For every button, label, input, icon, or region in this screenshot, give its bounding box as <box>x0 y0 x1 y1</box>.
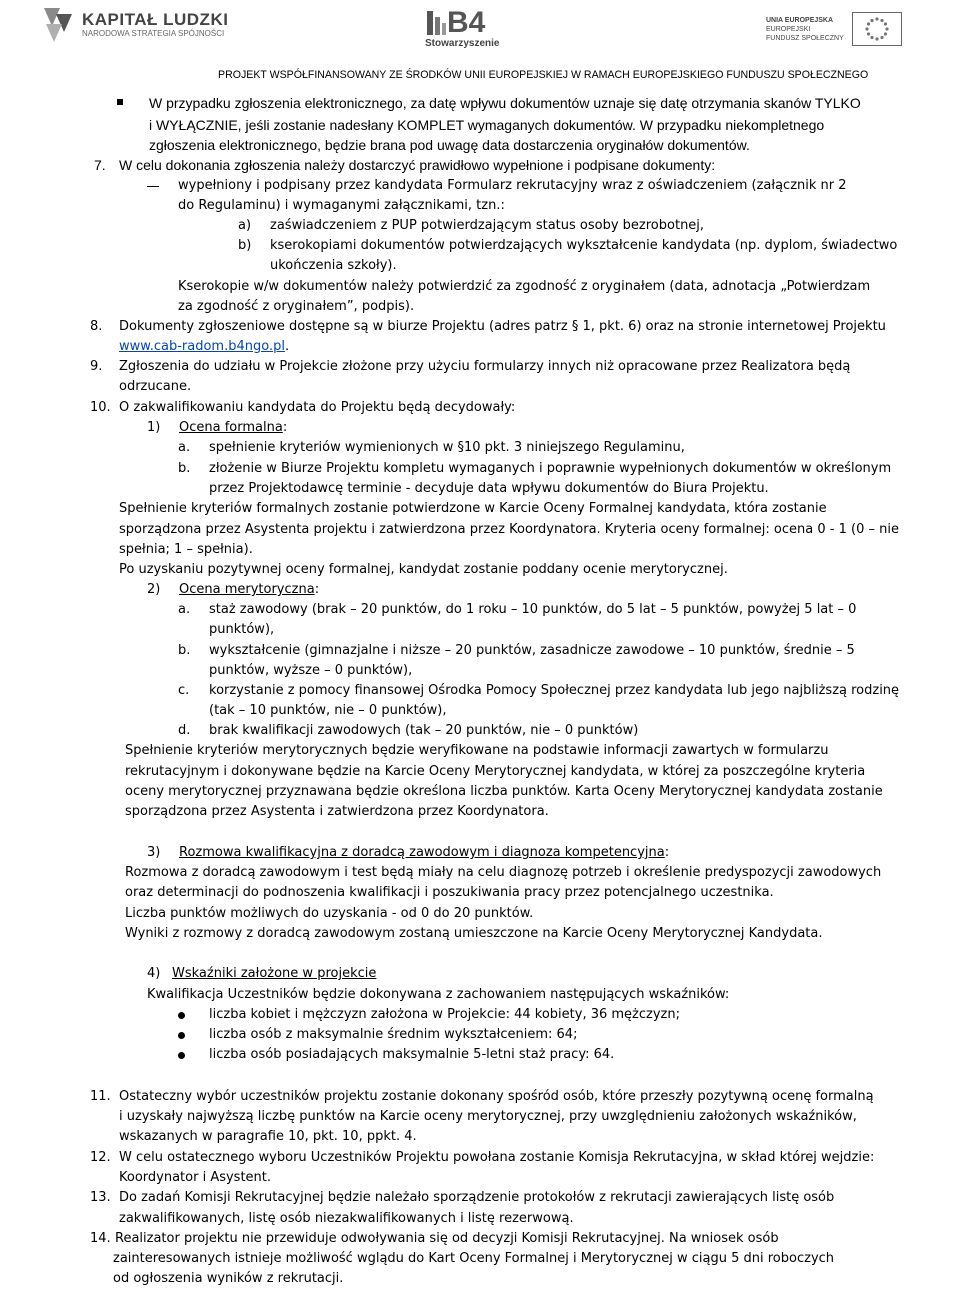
text-line: (tak – 10 punktów, nie – 0 punktów), <box>209 703 447 718</box>
text-line: Ostateczny wybór uczestników projektu zostanie dokonany spośród osób, które przeszły pozytywną ocenę formalną <box>119 1089 874 1104</box>
eu-flag-icon <box>852 12 902 46</box>
section-title: Rozmowa kwalifikacyjna z doradcą zawodowym i diagnoza kompetencyjna <box>179 845 665 860</box>
kapital-ludzki-logo <box>42 6 228 44</box>
text-line: wypełniony i podpisany przez kandydata Formularz rekrutacyjny wraz z oświadczeniem (załącznik nr 2 <box>178 178 847 193</box>
section-title: Wskaźniki założone w projekcie <box>172 966 377 981</box>
project-website-line <box>119 339 289 355</box>
project-cofinancing-line: PROJEKT WSPÓŁFINANSOWANY ZE ŚRODKÓW UNII EUROPEJSKIEJ W RAMACH EUROPEJSKIEGO FUNDUSZU SPOŁECZNEGO <box>218 69 869 81</box>
text-line: ukończenia szkoły). <box>270 258 397 273</box>
text-line: Koordynator i Asystent. <box>119 1170 272 1185</box>
item-number-10: 10. <box>90 400 111 415</box>
text-line: liczba kobiet i mężczyzn założona w Projekcie: 44 kobiety, 36 mężczyzn; <box>209 1007 680 1022</box>
kapital-ludzki-emblem-icon <box>42 6 74 44</box>
text-line: Kwalifikacja Uczestników będzie dokonywana z zachowaniem następujących wskaźników: <box>147 987 730 1002</box>
text-line: sporządzona przez Asystenta projektu i zatwierdzona przez Koordynatora. Kryteria oceny formalnej: ocena 0 - 1 (0 – nie <box>119 522 899 537</box>
text-line: wskazanych w paragrafie 10, pkt. 10, ppkt. 4. <box>119 1129 417 1144</box>
list-marker: 3) <box>147 845 161 860</box>
text-line: złożenie w Biurze Projektu kompletu wymaganych i poprawnie wypełnionych dokumentów w określonym <box>209 461 892 476</box>
text-line: Realizator projektu nie przewiduje odwoływania się od decyzji Komisji Rekrutacyjnej. Na wniosek osób <box>115 1231 779 1246</box>
text-line: oraz determinacji do podnoszenia kwalifikacji i poszukiwania pracy przez potencjalnego uczestnika. <box>125 885 774 900</box>
text-line: staż zawodowy (brak – 20 punktów, do 1 roku – 10 punktów, do 5 lat – 5 punktów, powyżej 5 lat – 0 <box>209 602 857 617</box>
section-heading <box>179 582 319 598</box>
list-marker: a. <box>178 602 191 617</box>
text-line: i uzyskały najwyższą liczbę punktów na Karcie oceny merytorycznej, przy uwzględnieniu założonych wskaźników, <box>119 1109 857 1124</box>
text-line: od ogłoszenia wyników z rekrutacji. <box>113 1271 344 1286</box>
text-line: punktów), <box>209 622 275 637</box>
list-marker: b. <box>178 461 191 476</box>
item-number-11: 11. <box>90 1089 111 1104</box>
text-line: spełnia; 1 – spełnia). <box>119 542 253 557</box>
eu-logo <box>766 12 902 46</box>
text-line: rekrutacyjnym i dokonywane będzie na Karcie Oceny Merytorycznej kandydata, w której za poszczególne kryteria <box>125 764 866 779</box>
list-marker: 2) <box>147 582 161 597</box>
list-marker: a) <box>238 218 252 233</box>
text-line: i WYŁĄCZNIE, jeśli zostanie nadesłany KOMPLET wymaganych dokumentów. W przypadku niekompletnego <box>149 117 825 133</box>
item-number-8: 8. <box>90 319 103 334</box>
item-number-7: 7. <box>94 157 106 173</box>
text-line: Kserokopie w/w dokumentów należy potwierdzić za zgodność z oryginałem (data, adnotacja „Potwierdzam <box>178 279 871 294</box>
section-title: Ocena merytoryczna <box>179 582 315 597</box>
list-marker: b) <box>238 238 252 253</box>
eu-line-1: UNIA EUROPEJSKA <box>766 16 834 24</box>
text-line: Zgłoszenia do udziału w Projekcie złożone przy użyciu formularzy innych niż opracowane przez Realizatora będą <box>119 359 851 374</box>
item-number-9: 9. <box>90 359 103 374</box>
text-line: W celu ostatecznego wyboru Uczestników Projektu powołana zostanie Komisja Rekrutacyjna, w skład której wejdzie: <box>119 1150 875 1165</box>
text-line: Liczba punktów możliwych do uzyskania - od 0 do 20 punktów. <box>125 906 534 921</box>
text-line: przez Projektodawcę terminie - decyduje data wpływu dokumentów do Biura Projektu. <box>209 481 769 496</box>
item-number-12: 12. <box>90 1150 111 1165</box>
text-line: O zakwalifikowaniu kandydata do Projektu będą decydowały: <box>119 400 516 415</box>
section-heading <box>179 420 287 436</box>
b4-subtitle: Stowarzyszenie <box>425 38 500 49</box>
text-line: zgłoszenia elektronicznego, będzie brana pod uwagę data dostarczenia oryginałów dokumentów. <box>149 137 750 153</box>
text-fragment: : <box>282 420 288 435</box>
eu-line-2: EUROPEJSKI <box>766 25 811 33</box>
text-line: korzystanie z pomocy finansowej Ośrodka Pomocy Społecznej przez kandydata lub jego najbliższą rodzinę <box>209 683 900 698</box>
text-line: zaświadczeniem z PUP potwierdzającym status osoby bezrobotnej, <box>270 218 705 233</box>
text-line: Dokumenty zgłoszeniowe dostępne są w biurze Projektu (adres patrz § 1, pkt. 6) oraz na stronie internetowej Projektu <box>119 319 886 334</box>
section-title: Ocena formalna <box>179 420 283 435</box>
page-header <box>0 0 960 82</box>
text-line: wykształcenie (gimnazjalne i niższe – 20 punktów, zasadnicze zawodowe – 10 punktów, średnie – 5 <box>209 643 855 658</box>
text-line: odrzucane. <box>119 379 192 394</box>
list-marker: a. <box>178 440 191 455</box>
text-line: Rozmowa z doradcą zawodowym i test będą miały na celu diagnozę potrzeb i określenie predyspozycji zawodowych <box>125 865 882 880</box>
item-number-13: 13. <box>90 1190 111 1205</box>
item-number-14: 14. <box>90 1231 111 1246</box>
dash-bullet-icon <box>147 186 159 187</box>
section-heading <box>179 845 669 861</box>
section-heading <box>172 966 376 982</box>
list-marker: 4) <box>147 966 161 981</box>
text-line: sporządzona przez Asystenta i zatwierdzona przez Koordynatora. <box>125 804 549 819</box>
text-line: Spełnienie kryteriów merytorycznych będzie weryfikowane na podstawie informacji zawartych w formularzu <box>125 743 829 758</box>
list-marker: d. <box>178 723 191 738</box>
text-line: liczba osób z maksymalnie średnim wykształceniem: 64; <box>209 1027 578 1042</box>
list-marker: b. <box>178 643 191 658</box>
b4-title: B4 <box>447 6 486 39</box>
text-line: W celu dokonania zgłoszenia należy dostarczyć prawidłowo wypełnione i podpisane dokumenty: <box>119 157 716 173</box>
text-line: Spełnienie kryteriów formalnych zostanie potwierdzone w Karcie Oceny Formalnej kandydata, która zostanie <box>119 501 827 516</box>
round-bullet-icon <box>178 1012 185 1019</box>
text-line: zainteresowanych istnieje możliwość wglądu do Kart Oceny Formalnej i Merytorycznej w ciągu 5 dni roboczych <box>113 1251 835 1266</box>
round-bullet-icon <box>178 1052 185 1059</box>
b4-emblem-icon <box>425 9 447 37</box>
text-line: liczba osób posiadających maksymalnie 5-letni staż pracy: 64. <box>209 1047 615 1062</box>
list-marker: 1) <box>147 420 161 435</box>
list-marker: c. <box>178 683 190 698</box>
text-fragment: : <box>314 582 320 597</box>
text-line: za zgodność z oryginałem”, podpis). <box>178 299 415 314</box>
text-line: punktów, wyższe – 0 punktów), <box>209 663 413 678</box>
kapital-ludzki-title: KAPITAŁ LUDZKI <box>82 10 229 29</box>
text-line: brak kwalifikacji zawodowych (tak – 20 punktów, nie – 0 punktów) <box>209 723 639 738</box>
text-line: do Regulaminu) i wymaganymi załącznikami, tzn.: <box>178 198 505 213</box>
eu-line-3: FUNDUSZ SPOŁECZNY <box>766 34 844 42</box>
b4-logo <box>425 8 499 49</box>
round-bullet-icon <box>178 1032 185 1039</box>
square-bullet-icon <box>117 99 123 105</box>
text-line: zakwalifikowanych, listę osób niezakwalifikowanych i listę rezerwową. <box>119 1211 574 1226</box>
text-fragment: : <box>664 845 670 860</box>
text-line: oceny merytorycznej przyznawana będzie określona liczba punktów. Karta Oceny Merytorycznej kandydata zostanie <box>125 784 883 799</box>
text-line: Po uzyskaniu pozytywnej oceny formalnej, kandydat zostanie poddany ocenie merytorycznej. <box>119 562 728 577</box>
text-line: Do zadań Komisji Rekrutacyjnej będzie należało sporządzenie protokołów z rekrutacji zawierających listę osób <box>119 1190 835 1205</box>
text-line: spełnienie kryteriów wymienionych w §10 pkt. 3 niniejszego Regulaminu, <box>209 440 685 455</box>
kapital-ludzki-subtitle: NARODOWA STRATEGIA SPÓJNOŚCI <box>82 29 225 38</box>
text-fragment: . <box>284 339 290 354</box>
project-website-link[interactable]: www.cab-radom.b4ngo.pl <box>119 339 285 354</box>
text-line: Wyniki z rozmowy z doradcą zawodowym zostaną umieszczone na Karcie Oceny Merytorycznej Kandydata. <box>125 926 823 941</box>
text-line: W przypadku zgłoszenia elektronicznego, za datę wpływu dokumentów uznaje się datę otrzymania skanów TYLKO <box>149 95 861 111</box>
text-line: kserokopiami dokumentów potwierdzających wykształcenie kandydata (np. dyplom, świadectwo <box>270 238 898 253</box>
